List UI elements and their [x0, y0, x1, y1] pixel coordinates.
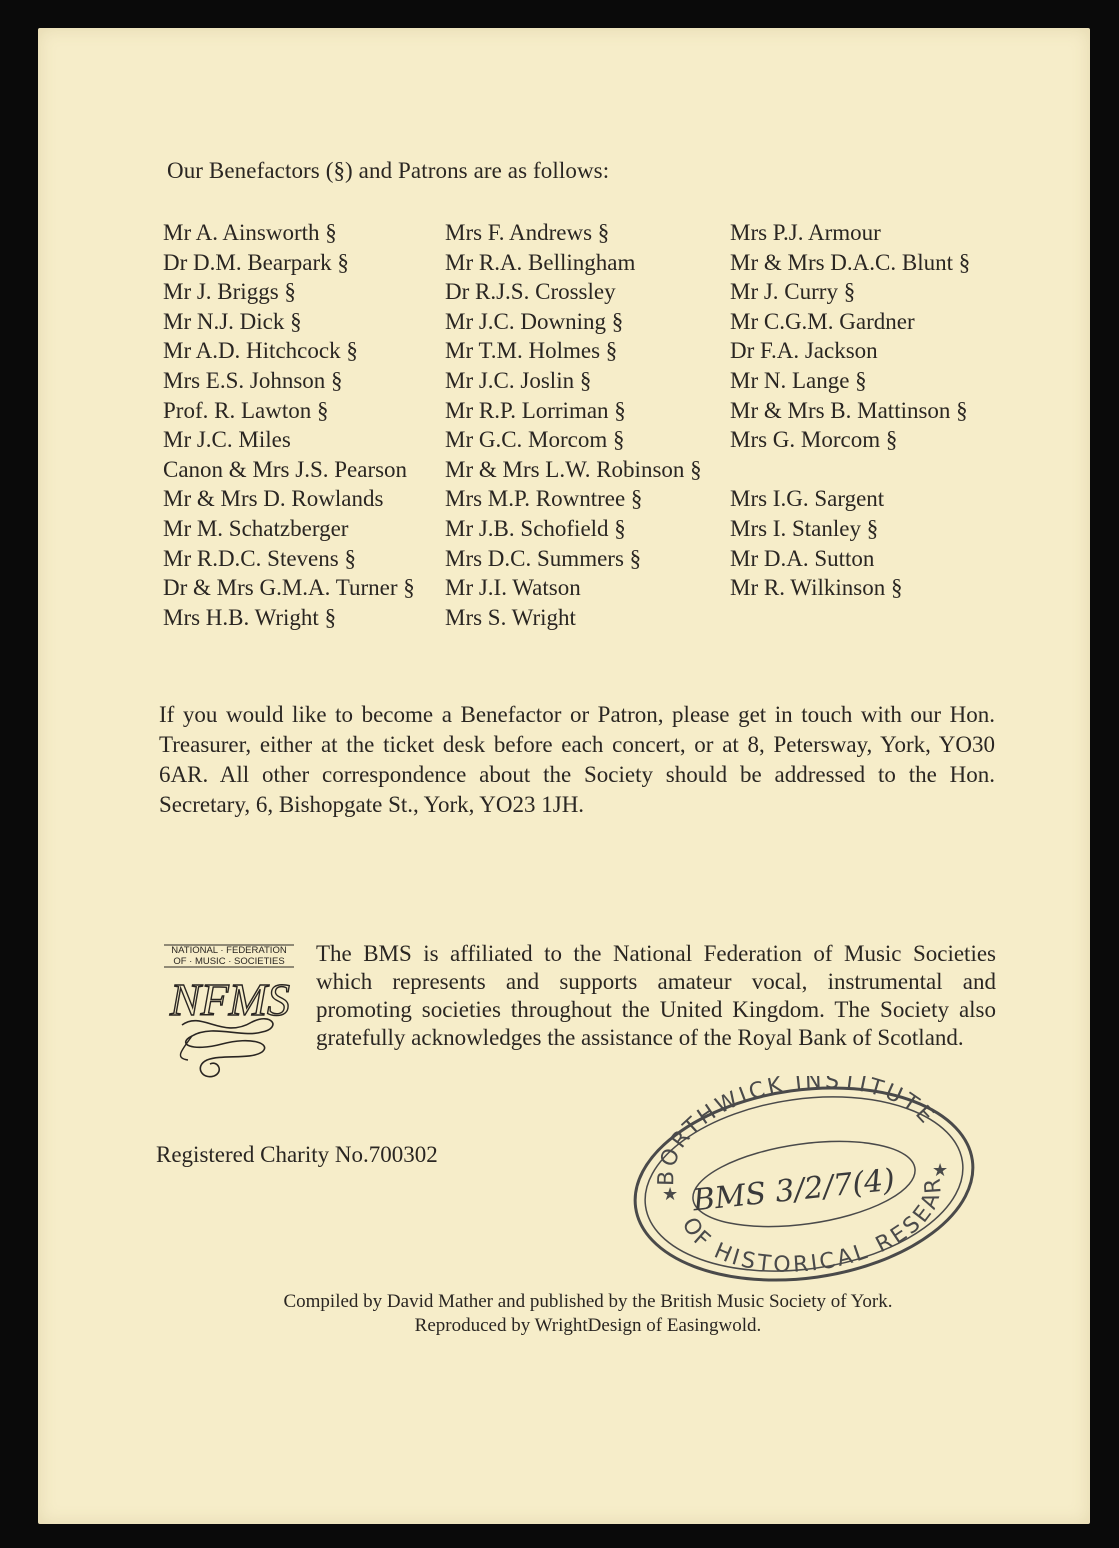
patron-name: Dr R.J.S. Crossley — [445, 279, 616, 305]
stamp-top-path: BORTHWICK INSTITUTE — [654, 1076, 941, 1187]
patron-name: Mr & Mrs D.A.C. Blunt § — [730, 249, 971, 275]
patron-name: Dr F.A. Jackson — [730, 338, 878, 364]
charity-number: Registered Charity No.700302 — [156, 1142, 438, 1167]
patron-name: Mrs S. Wright — [445, 604, 576, 630]
patron-name: Mr T.M. Holmes § — [445, 338, 618, 364]
patron-name: Mr R. Wilkinson § — [730, 575, 903, 601]
nfms-paragraph: The BMS is affiliated to the National Federation of Music Societies which represents and supports amateur vocal, instrumental and promoting societies throughout the United Kingdom. The Society also gratefully acknowledges the assistance of the Royal Bank of Scotland. — [316, 941, 996, 1050]
patron-name: Mrs I. Stanley § — [730, 515, 879, 541]
stamp-top-text — [654, 1076, 940, 1186]
patron-name: Mr J.C. Joslin § — [445, 367, 592, 393]
patron-name: Mr N.J. Dick § — [163, 308, 302, 334]
archive-stamp-graphic — [616, 1076, 986, 1286]
patron-name: Mr D.A. Sutton — [730, 545, 875, 571]
patron-name: Prof. R. Lawton § — [163, 397, 329, 423]
contact-paragraph: If you would like to become a Benefactor or Patron, please get in touch with our Hon. Treasurer, either at the ticket desk before each concert, or at 8, Petersway, York, YO30 6AR. All other correspondence about the Society should be addressed to the Hon. Secretary, 6, Bishopgate St., York, YO23 1JH. — [159, 702, 995, 817]
patron-column-1 — [163, 218, 415, 632]
nfms-logo-mark: NFMS — [169, 974, 291, 1025]
nfms-logo-line1: NATIONAL · FEDERATION — [171, 945, 287, 956]
footer-line-1: Compiled by David Mather and published by the British Music Society of York. — [283, 1291, 893, 1312]
nfms-logo — [162, 940, 298, 1100]
patron-name: Mr G.C. Morcom § — [445, 427, 625, 453]
patron-name: Mrs E.S. Johnson § — [163, 367, 343, 393]
patron-name: Mrs P.J. Armour — [730, 220, 881, 245]
patron-column-3 — [730, 218, 970, 603]
patron-name: Mr M. Schatzberger — [163, 515, 349, 541]
patron-name: Mr & Mrs L.W. Robinson § — [445, 456, 702, 482]
patron-name: Mr J.C. Miles — [163, 427, 291, 453]
patron-name: Mrs H.B. Wright § — [163, 604, 337, 630]
document-page — [38, 28, 1090, 1524]
patron-name: Mr A.D. Hitchcock § — [163, 338, 358, 364]
stamp-star-left: ★ — [662, 1184, 679, 1205]
patron-name: Mrs D.C. Summers § — [445, 545, 642, 571]
stamp-bottom-path: OF HISTORICAL RESEAR — [676, 1175, 947, 1278]
footer-credits — [178, 1290, 998, 1338]
patron-name: Mrs I.G. Sargent — [730, 486, 885, 512]
nfms-logo-line2: OF · MUSIC · SOCIETIES — [173, 956, 285, 967]
patron-name: Mr R.A. Bellingham — [445, 249, 636, 275]
patron-name: Mrs F. Andrews § — [445, 220, 610, 245]
patron-name: Mr & Mrs D. Rowlands — [163, 486, 384, 512]
patron-name: Mr N. Lange § — [730, 367, 867, 393]
footer-line-2: Reproduced by WrightDesign of Easingwold. — [414, 1315, 762, 1336]
patron-name: Canon & Mrs J.S. Pearson — [163, 456, 408, 482]
patron-name: Mr & Mrs B. Mattinson § — [730, 397, 968, 423]
intro-text: Our Benefactors (§) and Patrons are as follows: — [167, 158, 610, 183]
patron-name: Dr D.M. Bearpark § — [163, 249, 349, 275]
archive-stamp — [616, 1076, 986, 1286]
patron-name: Mr J. Briggs § — [163, 279, 296, 305]
stamp-reference: BMS 3/2/7(4) — [691, 1162, 897, 1219]
nfms-logo-icon — [162, 940, 298, 1100]
patron-name: Mrs M.P. Rowntree § — [445, 486, 643, 512]
patron-name: Mr R.P. Lorriman § — [445, 397, 626, 423]
patron-name: Mr R.D.C. Stevens § — [163, 545, 356, 571]
patron-name: Mr C.G.M. Gardner — [730, 308, 915, 334]
patron-name: Mr J.C. Downing § — [445, 308, 624, 334]
patron-name: Mrs G. Morcom § — [730, 427, 898, 453]
patron-column-2 — [445, 218, 702, 632]
patron-name: Dr & Mrs G.M.A. Turner § — [163, 575, 415, 601]
stamp-star-right: ★ — [932, 1160, 949, 1181]
patron-name: Mr J.I. Watson — [445, 575, 581, 601]
patron-name: Mr J.B. Schofield § — [445, 515, 626, 541]
patron-name: Mr A. Ainsworth § — [163, 220, 337, 245]
patron-name: Mr J. Curry § — [730, 279, 856, 305]
patron-name — [730, 455, 970, 485]
